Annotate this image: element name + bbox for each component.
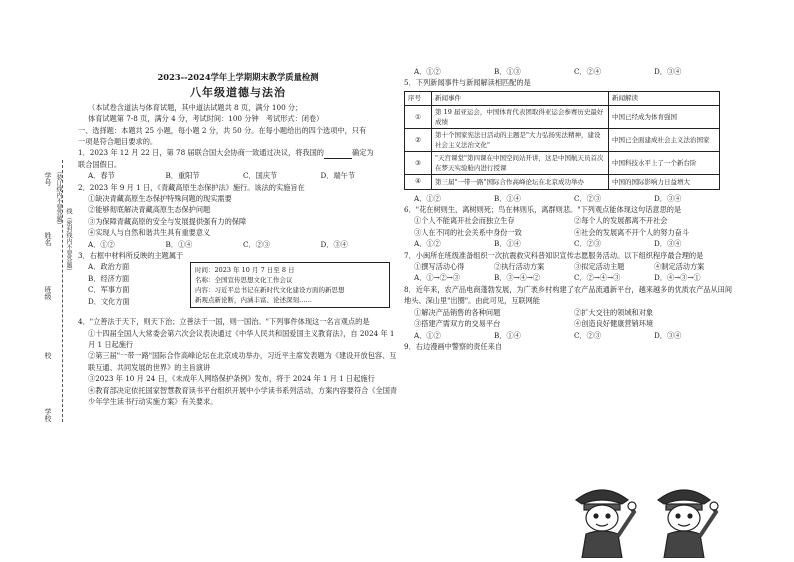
- question-2-stem: 2．2023 年 9 月 1 日，《青藏高原生态保护法》施行。该法的实施旨在: [78, 182, 305, 192]
- statement-item: ③搭建产需双方的交易平台: [414, 319, 501, 329]
- police-officer-left-icon: [576, 490, 636, 558]
- option-c[interactable]: C．②③: [243, 239, 271, 249]
- left-column: [78, 72, 398, 407]
- option-b[interactable]: B．经济方面: [88, 273, 130, 283]
- table-row: [405, 152, 720, 175]
- material-line: 时间：2023 年 10 月 7 日至 8 日: [195, 266, 295, 275]
- option-a[interactable]: A．①②: [414, 193, 441, 203]
- option-b[interactable]: B．①④: [165, 239, 193, 249]
- question-1-stem-cont: 联合国假日。: [78, 159, 122, 169]
- option-d[interactable]: D．④→③→①: [654, 273, 701, 283]
- table-row: [405, 106, 720, 129]
- question-4-item: ①十四届全国人大常委会第六次会议表决通过《中华人民共和国爱国主义教育法》，自 2024 年 1 月 1 日起施行: [88, 328, 395, 349]
- column-header: 新闻解读: [609, 91, 720, 105]
- binding-line: [62, 160, 63, 422]
- option-c[interactable]: C．②③: [574, 193, 602, 203]
- question-2-item: ②能够彻底解决青藏高原生态保护问题: [88, 205, 211, 215]
- exam-subject: 八年级道德与法治: [190, 86, 286, 100]
- column-header: 序号: [405, 91, 432, 105]
- news-explanation: 中国已全面建成社会主义法治国家: [609, 129, 720, 152]
- question-4-item: ④教育部决定依托国家智慧教育读书平台组织开展中小学读书系列活动，方案内容要符合《全国青少年学生读书行动实施方案》有关要求。: [88, 385, 398, 406]
- question-3-stem: 3．右框中材料所反映的主题属于: [78, 251, 184, 261]
- answer-blank[interactable]: [324, 150, 352, 159]
- statement-item: ③人在不同的社会关系中身份一致: [414, 227, 522, 237]
- question-7-items: [404, 261, 734, 272]
- question-6-items: [404, 215, 734, 226]
- row-number: ③: [405, 152, 432, 175]
- question-3: [78, 250, 398, 316]
- statement-item: ③拟定活动主题: [574, 262, 625, 272]
- option-a[interactable]: A．政治方面: [88, 262, 130, 272]
- police-cartoon-image: [562, 478, 734, 558]
- table-row: [405, 175, 720, 189]
- section-heading-2: 一项是符合题目要求的。: [78, 137, 158, 147]
- option-d[interactable]: D．端午节: [320, 171, 356, 181]
- option-d[interactable]: D．③④: [654, 330, 682, 340]
- question-1-options: [78, 170, 398, 181]
- news-event: "天宫课堂"第四课在中国空间站开讲，这是中国航天员首次在梦天实验舱内进行授课: [432, 152, 609, 175]
- question-8-items: [404, 307, 734, 318]
- material-line: 内容：习近平总书记在新时代文化建设方面的新思想: [195, 286, 345, 295]
- option-a[interactable]: A．①②: [88, 239, 115, 249]
- option-d[interactable]: D．③④: [654, 193, 682, 203]
- column-header: 新闻事件: [432, 91, 609, 105]
- question-3-material-box: [190, 262, 390, 308]
- option-b[interactable]: B．重阳节: [165, 171, 200, 181]
- material-line: 新观点新论断，内涵丰富、论述深刻……: [195, 296, 312, 305]
- question-8-items: [404, 318, 734, 329]
- question-4-item: ③2023 年 10 月 24 日，《未成年人网络保护条例》发布，将于 2024 年 1 月 1 日起施行: [88, 374, 375, 384]
- news-event: 第三届"一带一路"国际合作高峰论坛在北京成功举办: [432, 175, 609, 189]
- question-4-item: ②第三届"一带一路"国际合作高峰论坛在北京成功举办，习近平主席发表题为《建设开放包容、互联互通、共同发展的世界》的主旨演讲: [88, 351, 397, 372]
- statement-item: ①撰写活动心得: [414, 262, 465, 272]
- question-2-item: ④实现人与自然和谐共生具有重要意义: [88, 228, 211, 238]
- news-explanation: 中国的国际影响力日益增大: [609, 175, 720, 189]
- option-d[interactable]: D．文化方面: [88, 296, 130, 306]
- statement-item: ①解决产品销售的各种问题: [414, 307, 501, 317]
- option-c[interactable]: C．②④: [574, 67, 602, 76]
- option-c[interactable]: C．国庆节: [243, 171, 278, 181]
- question-8-stem: 8．近年来，农产品电商蓬勃发展，为广袤乡村构建了农产品流通新平台，越来越多的优质农产品从田间地头、深山里"出圈"。由此可见，互联网能: [404, 284, 733, 306]
- option-c[interactable]: C．②③: [574, 239, 602, 249]
- statement-item: ④制定活动方案: [654, 262, 705, 272]
- row-number: ②: [405, 129, 432, 152]
- question-2-options: [78, 239, 398, 250]
- question-3-options: [88, 261, 130, 307]
- row-number: ①: [405, 106, 432, 129]
- section-heading-1: 一、选择题：本题共 25 小题，每小题 2 分，共 50 分。在每小题给出的四个选项中，只有: [78, 125, 367, 135]
- question-8-options: [404, 330, 734, 341]
- margin-seal-text: 线（密封线内不要答题）: [65, 208, 72, 274]
- question-6-items: [404, 227, 734, 238]
- option-a[interactable]: A．①→②→③: [414, 273, 460, 283]
- right-column: [404, 66, 734, 352]
- margin-label-class: 班级: [44, 286, 52, 300]
- news-explanation: 中国已经成为体育强国: [609, 106, 720, 129]
- option-b[interactable]: B．③→④→②: [494, 273, 541, 283]
- question-7-stem: 7．小闽所在班级准备组织一次抗震救灾科普知识宣传志愿服务活动。以下组织程序最合理的是: [404, 250, 704, 260]
- police-officer-right-icon: [658, 490, 718, 558]
- table-header-row: [405, 91, 720, 105]
- statement-item: ②执行活动方案: [494, 262, 545, 272]
- question-9-stem: 9．右边漫画中警察的责任来自: [404, 341, 503, 351]
- question-4-stem: 4．"立善法于天下，则天下治；立善法于一国，则一国治。"下列事件体现这一名言观点的是: [78, 317, 370, 327]
- option-c[interactable]: C．军事方面: [88, 285, 130, 295]
- question-6-stem: 6．"花在树则生，离树则死；鸟在林则乐，离群则悲。"下列观点能体现这句话意思的是: [404, 205, 682, 215]
- option-a[interactable]: A．①②: [414, 330, 441, 340]
- option-b[interactable]: B．①④: [494, 330, 521, 340]
- statement-item: ④社会的发展离不开个人的努力奋斗: [574, 227, 690, 237]
- margin-label-school-short: 校: [44, 352, 52, 359]
- option-b[interactable]: B．①④: [494, 193, 521, 203]
- option-d[interactable]: D．③④: [654, 67, 682, 76]
- news-event: 第十个国家宪法日活动的主题是"大力弘扬宪法精神，建设社会主义法治文化": [432, 129, 609, 152]
- exam-note-2: 体育试题第 7-8 页，满分 4 分，考试时间：100 分钟 考试形式：闭卷）: [88, 114, 324, 124]
- margin-warning-text: （装订线内不要答题）: [55, 168, 62, 228]
- option-a[interactable]: A．春节: [88, 171, 115, 181]
- exam-note-1: （本试卷含道法与体育试题，其中道法试题共 8 页，满分 100 分；: [88, 102, 303, 112]
- statement-item: ②每个人的发展都离不开社会: [574, 216, 668, 226]
- margin-label-name: 姓名: [44, 232, 52, 246]
- question-5-stem: 5．下列新闻事件与新闻解读相匹配的是: [404, 78, 531, 88]
- row-number: ④: [405, 175, 432, 189]
- material-line: 名称：全国宣传思想文化工作会议: [195, 276, 293, 285]
- question-2-item: ①缺决青藏高原生态保护特殊问题的现实需要: [88, 194, 232, 204]
- news-event: 第 19 届亚运会，中国体育代表团取得亚运会参赛历史最好成绩: [432, 106, 609, 129]
- option-a[interactable]: A．①②: [414, 67, 441, 76]
- option-d[interactable]: D．③④: [320, 239, 348, 249]
- question-1-stem: 1．2023 年 12 月 22 日，第 78 届联合国大会协商一致通过决议，将我国的 确定为: [78, 148, 374, 158]
- news-table: [404, 91, 720, 190]
- statement-item: ①个人不能离开社会而独立生存: [414, 216, 515, 226]
- question-5-options: [404, 193, 734, 204]
- question-7-options: [404, 272, 734, 283]
- question-6-options: [404, 238, 734, 249]
- statement-item: ④创造良好健康营销环境: [574, 319, 654, 329]
- option-a[interactable]: A．①②: [414, 239, 441, 249]
- margin-label-student-id: 学号: [44, 172, 52, 186]
- option-c[interactable]: C．②→④→③: [574, 273, 621, 283]
- news-explanation: 中国科技水平上了一个新台阶: [609, 152, 720, 175]
- exam-title: 2023--2024学年上学期期末教学质量检测: [157, 72, 319, 82]
- question-4-options: [404, 66, 734, 77]
- option-b[interactable]: B．①③: [494, 67, 521, 76]
- margin-label-school: 学校: [44, 408, 52, 422]
- table-row: [405, 129, 720, 152]
- option-d[interactable]: D．③④: [654, 239, 682, 249]
- statement-item: ②扩大交往的领域和对象: [574, 307, 654, 317]
- option-c[interactable]: C．②③: [574, 330, 602, 340]
- question-2-item: ③为保障青藏高原的安全与发展提供强有力的保障: [88, 216, 247, 226]
- option-b[interactable]: B．①④: [494, 239, 521, 249]
